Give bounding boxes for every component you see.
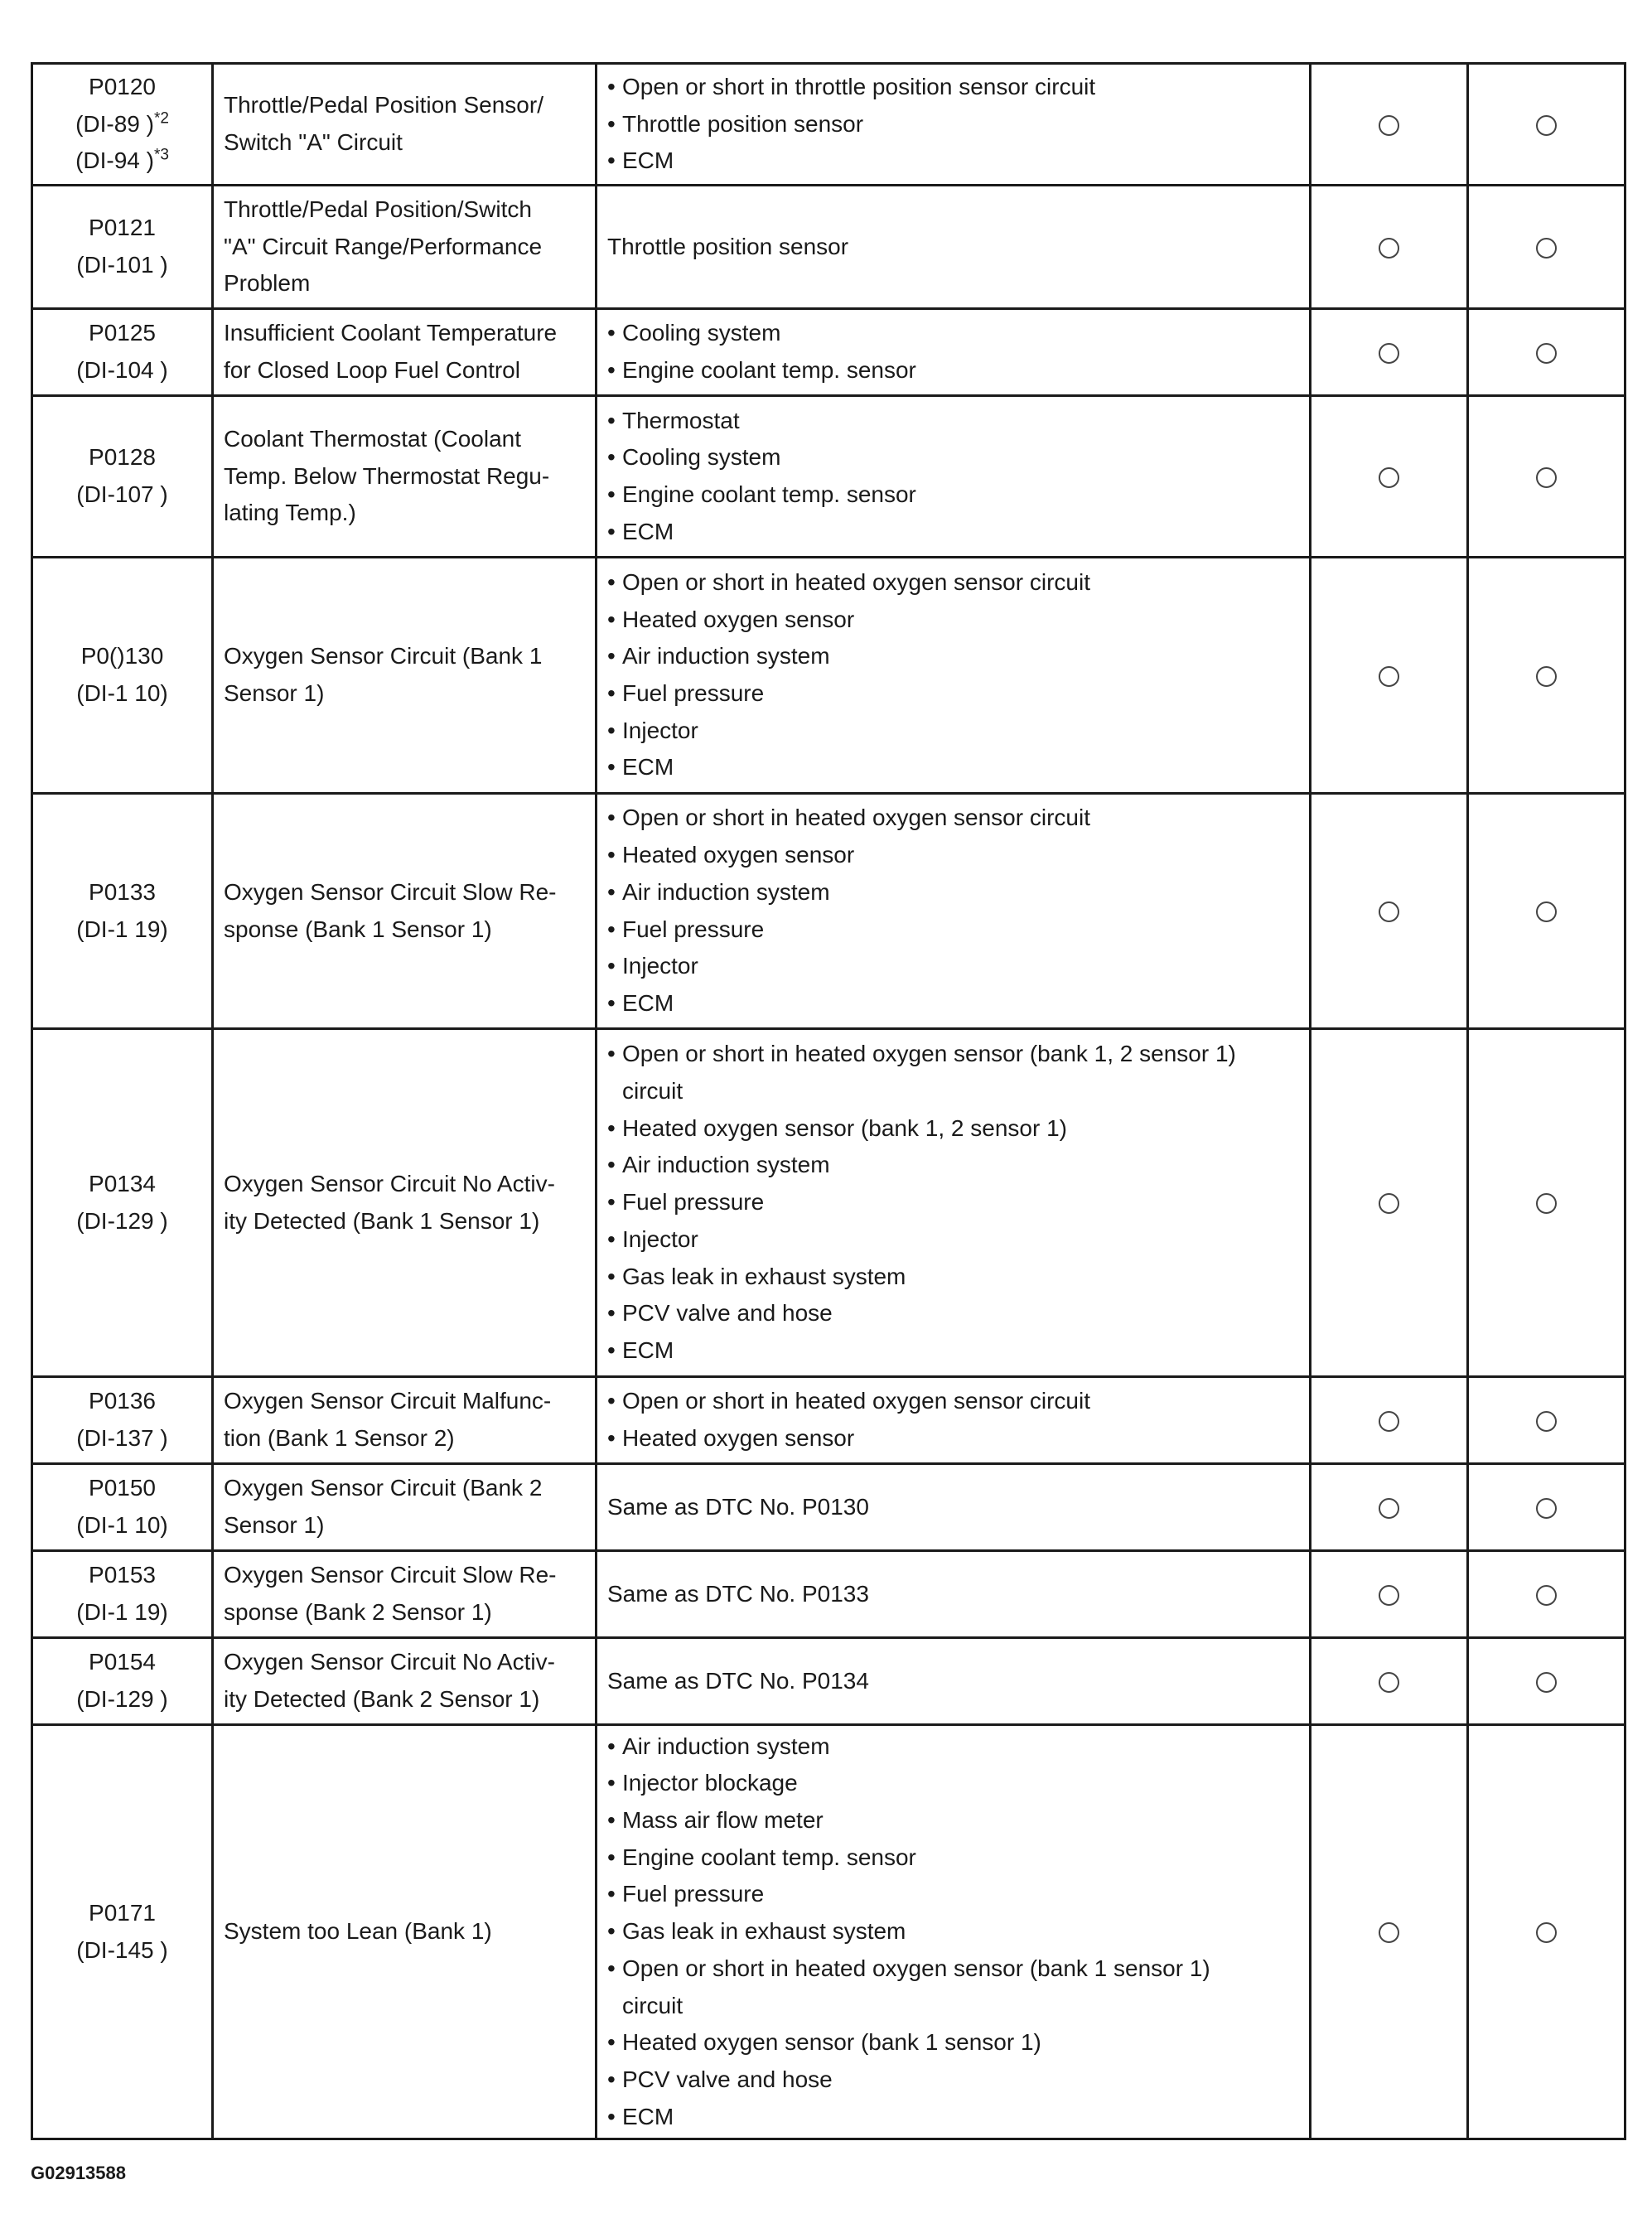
detection-item-cell <box>213 1638 597 1725</box>
trouble-area-item: • Heated oxygen sensor <box>607 837 1297 874</box>
detection-item-cell <box>213 1464 597 1551</box>
trouble-area-cell <box>597 558 1311 794</box>
detection-item-line: Temp. Below Thermostat Regu- <box>224 462 550 489</box>
detection-item-line: Throttle/Pedal Position/Switch <box>224 196 532 222</box>
page-reference-text: (DI-1 10) <box>76 680 168 706</box>
trouble-area-item: • Cooling system <box>607 315 1297 352</box>
dtc-code-cell <box>32 64 213 186</box>
trouble-area-item: • Open or short in heated oxygen sensor circuit <box>607 564 1297 602</box>
detection-item-line: Insufficient Coolant Temperature <box>224 320 558 346</box>
circle-mark-icon <box>1379 1498 1399 1519</box>
mil-indicator-cell <box>1311 558 1468 794</box>
trouble-area-item: • Air induction system <box>607 874 1297 911</box>
trouble-area-item: • Fuel pressure <box>607 1876 1297 1913</box>
memory-indicator-cell <box>1468 1377 1625 1464</box>
detection-item-cell <box>213 794 597 1029</box>
dtc-code-cell <box>32 396 213 558</box>
circle-mark-icon <box>1379 1585 1399 1606</box>
page-reference <box>38 143 206 180</box>
dtc-code: P0125 <box>89 320 156 346</box>
trouble-area-item: • Air induction system <box>607 1147 1297 1184</box>
dtc-code-cell <box>32 558 213 794</box>
memory-indicator-cell <box>1468 1638 1625 1725</box>
detection-item-line: Problem <box>224 270 311 297</box>
circle-mark-icon <box>1536 1672 1557 1693</box>
page-reference-text: (DI-89 ) <box>75 110 154 137</box>
mil-indicator-cell <box>1311 64 1468 186</box>
trouble-area-item: • ECM <box>607 514 1297 551</box>
dtc-code-cell <box>32 309 213 396</box>
trouble-area-cell <box>597 1377 1311 1464</box>
detection-item-line: ity Detected (Bank 1 Sensor 1) <box>224 1207 540 1234</box>
detection-item-line: Oxygen Sensor Circuit Slow Re- <box>224 878 557 905</box>
dtc-code-cell <box>32 1029 213 1377</box>
dtc-code-cell <box>32 1377 213 1464</box>
table-row <box>32 309 1625 396</box>
dtc-code: P0171 <box>89 1899 156 1926</box>
trouble-area-item: • Injector <box>607 713 1297 750</box>
detection-item-line: sponse (Bank 1 Sensor 1) <box>224 916 492 942</box>
memory-indicator-cell <box>1468 1029 1625 1377</box>
trouble-area-list <box>607 1383 1297 1457</box>
dtc-code-cell <box>32 1725 213 2139</box>
page-reference <box>38 1594 206 1631</box>
page-reference <box>38 1203 206 1240</box>
page-reference <box>38 911 206 949</box>
trouble-area-item: • Throttle position sensor <box>607 106 1297 143</box>
detection-item-cell <box>213 64 597 186</box>
dtc-code: P0()130 <box>80 643 164 669</box>
table-row <box>32 1638 1625 1725</box>
trouble-area-text: Throttle position sensor <box>607 233 849 259</box>
figure-id: G02913588 <box>31 2163 126 2183</box>
footnote-marker: *3 <box>153 147 169 165</box>
trouble-area-item: • ECM <box>607 985 1297 1022</box>
detection-item-cell <box>213 558 597 794</box>
mil-indicator-cell <box>1311 794 1468 1029</box>
trouble-area-item: • Thermostat <box>607 403 1297 440</box>
mil-indicator-cell <box>1311 396 1468 558</box>
memory-indicator-cell <box>1468 558 1625 794</box>
table-row <box>32 396 1625 558</box>
mil-indicator-cell <box>1311 1638 1468 1725</box>
memory-indicator-cell <box>1468 1725 1625 2139</box>
trouble-area-item: • Injector <box>607 948 1297 985</box>
trouble-area-item: • Injector blockage <box>607 1765 1297 1802</box>
dtc-code-cell <box>32 1638 213 1725</box>
trouble-area-list <box>607 564 1297 786</box>
trouble-area-item: • Gas leak in exhaust system <box>607 1259 1297 1296</box>
circle-mark-icon <box>1536 1193 1557 1214</box>
page-reference <box>38 106 206 143</box>
page-reference-text: (DI-137 ) <box>76 1425 168 1451</box>
trouble-area-item: • PCV valve and hose <box>607 1295 1297 1332</box>
circle-mark-icon <box>1536 467 1557 488</box>
trouble-area-item: • ECM <box>607 2099 1297 2136</box>
circle-mark-icon <box>1536 238 1557 259</box>
page-reference-text: (DI-94 ) <box>75 147 154 174</box>
page-reference-text: (DI-101 ) <box>76 252 168 278</box>
dtc-code: P0150 <box>89 1475 156 1501</box>
circle-mark-icon <box>1536 901 1557 922</box>
detection-item-line: System too Lean (Bank 1) <box>224 1918 492 1945</box>
trouble-area-item: • ECM <box>607 143 1297 180</box>
trouble-area-item: • Engine coolant temp. sensor <box>607 1839 1297 1877</box>
page-reference <box>38 1420 206 1457</box>
trouble-area-item: • ECM <box>607 1332 1297 1370</box>
trouble-area-item: • Heated oxygen sensor <box>607 602 1297 639</box>
detection-item-line: Oxygen Sensor Circuit No Activ- <box>224 1649 555 1675</box>
detection-item-line: "A" Circuit Range/Performance <box>224 233 543 259</box>
page-reference <box>38 675 206 713</box>
memory-indicator-cell <box>1468 1464 1625 1551</box>
trouble-area-cell <box>597 1725 1311 2139</box>
detection-item-cell <box>213 186 597 309</box>
trouble-area-item: • Heated oxygen sensor (bank 1, 2 sensor 1) <box>607 1110 1297 1148</box>
circle-mark-icon <box>1536 1922 1557 1943</box>
dtc-table-body <box>32 64 1625 2139</box>
circle-mark-icon <box>1379 1193 1399 1214</box>
page-reference-text: (DI-1 19) <box>76 916 168 942</box>
table-row <box>32 1551 1625 1638</box>
table-row <box>32 558 1625 794</box>
memory-indicator-cell <box>1468 309 1625 396</box>
table-row <box>32 794 1625 1029</box>
page-reference <box>38 1681 206 1718</box>
detection-item-cell <box>213 309 597 396</box>
detection-item-line: for Closed Loop Fuel Control <box>224 357 520 383</box>
dtc-code: P0134 <box>89 1170 156 1196</box>
circle-mark-icon <box>1536 1411 1557 1432</box>
circle-mark-icon <box>1379 1672 1399 1693</box>
table-row <box>32 1377 1625 1464</box>
dtc-code: P0136 <box>89 1388 156 1414</box>
detection-item-cell <box>213 1029 597 1377</box>
mil-indicator-cell <box>1311 1029 1468 1377</box>
trouble-area-item: • Heated oxygen sensor (bank 1 sensor 1) <box>607 2024 1297 2061</box>
trouble-area-list <box>607 800 1297 1022</box>
circle-mark-icon <box>1536 343 1557 364</box>
dtc-code-cell <box>32 1464 213 1551</box>
table-row <box>32 1464 1625 1551</box>
page-reference <box>38 476 206 514</box>
trouble-area-item: • Fuel pressure <box>607 675 1297 713</box>
circle-mark-icon <box>1379 901 1399 922</box>
page-reference <box>38 1932 206 1970</box>
circle-mark-icon <box>1536 115 1557 136</box>
trouble-area-text: Same as DTC No. P0133 <box>607 1580 869 1607</box>
page-reference-text: (DI-104 ) <box>76 357 168 383</box>
table-row <box>32 1725 1625 2139</box>
dtc-table <box>31 62 1626 2140</box>
table-row <box>32 186 1625 309</box>
detection-item-line: sponse (Bank 2 Sensor 1) <box>224 1599 492 1625</box>
detection-item-line: Throttle/Pedal Position Sensor/ <box>224 92 543 118</box>
trouble-area-text: Same as DTC No. P0134 <box>607 1667 869 1694</box>
trouble-area-item: • Engine coolant temp. sensor <box>607 476 1297 514</box>
trouble-area-item: • Open or short in heated oxygen sensor circuit <box>607 1383 1297 1420</box>
circle-mark-icon <box>1379 1922 1399 1943</box>
detection-item-cell <box>213 1551 597 1638</box>
trouble-area-item: • Open or short in heated oxygen sensor (bank 1, 2 sensor 1) circuit <box>607 1036 1297 1109</box>
mil-indicator-cell <box>1311 309 1468 396</box>
circle-mark-icon <box>1379 238 1399 259</box>
page-reference <box>38 1507 206 1544</box>
footnote-marker: *2 <box>153 109 169 128</box>
trouble-area-item: • Heated oxygen sensor <box>607 1420 1297 1457</box>
dtc-code-cell <box>32 794 213 1029</box>
detection-item-line: Oxygen Sensor Circuit No Activ- <box>224 1170 555 1196</box>
mil-indicator-cell <box>1311 1464 1468 1551</box>
memory-indicator-cell <box>1468 186 1625 309</box>
dtc-code-cell <box>32 186 213 309</box>
trouble-area-item: • Cooling system <box>607 439 1297 476</box>
detection-item-cell <box>213 396 597 558</box>
circle-mark-icon <box>1536 1498 1557 1519</box>
detection-item-line: Oxygen Sensor Circuit (Bank 1 <box>224 643 543 669</box>
detection-item-line: ity Detected (Bank 2 Sensor 1) <box>224 1686 540 1712</box>
trouble-area-item: • Injector <box>607 1221 1297 1259</box>
page-reference <box>38 247 206 284</box>
memory-indicator-cell <box>1468 794 1625 1029</box>
page-reference-text: (DI-1 19) <box>76 1599 168 1625</box>
circle-mark-icon <box>1536 666 1557 687</box>
page-reference-text: (DI-129 ) <box>76 1207 168 1234</box>
dtc-code: P0121 <box>89 215 156 241</box>
detection-item-cell <box>213 1725 597 2139</box>
detection-item-line: Sensor 1) <box>224 680 325 706</box>
trouble-area-item: • Gas leak in exhaust system <box>607 1913 1297 1950</box>
detection-item-cell <box>213 1377 597 1464</box>
table-row <box>32 1029 1625 1377</box>
trouble-area-cell <box>597 309 1311 396</box>
dtc-code: P0133 <box>89 878 156 905</box>
mil-indicator-cell <box>1311 186 1468 309</box>
trouble-area-cell <box>597 64 1311 186</box>
trouble-area-list <box>607 403 1297 551</box>
memory-indicator-cell <box>1468 396 1625 558</box>
trouble-area-item: • Air induction system <box>607 1728 1297 1766</box>
detection-item-line: lating Temp.) <box>224 500 356 526</box>
page-reference <box>38 352 206 389</box>
trouble-area-item: • Open or short in heated oxygen sensor (bank 1 sensor 1) circuit <box>607 1950 1297 2024</box>
trouble-area-cell <box>597 794 1311 1029</box>
circle-mark-icon <box>1379 467 1399 488</box>
trouble-area-text: Same as DTC No. P0130 <box>607 1493 869 1520</box>
trouble-area-item: • Air induction system <box>607 638 1297 675</box>
trouble-area-list <box>607 315 1297 389</box>
mil-indicator-cell <box>1311 1725 1468 2139</box>
trouble-area-list <box>607 1036 1297 1369</box>
trouble-area-cell <box>597 396 1311 558</box>
mil-indicator-cell <box>1311 1551 1468 1638</box>
trouble-area-cell <box>597 1029 1311 1377</box>
circle-mark-icon <box>1379 115 1399 136</box>
trouble-area-cell <box>597 1638 1311 1725</box>
trouble-area-item: • Engine coolant temp. sensor <box>607 352 1297 389</box>
circle-mark-icon <box>1379 1411 1399 1432</box>
detection-item-line: Sensor 1) <box>224 1512 325 1538</box>
trouble-area-list <box>607 1728 1297 2136</box>
dtc-code: P0128 <box>89 444 156 471</box>
trouble-area-item: • Fuel pressure <box>607 911 1297 949</box>
page-reference-text: (DI-107 ) <box>76 481 168 507</box>
trouble-area-cell <box>597 1464 1311 1551</box>
trouble-area-item: • Mass air flow meter <box>607 1802 1297 1839</box>
circle-mark-icon <box>1536 1585 1557 1606</box>
trouble-area-cell <box>597 186 1311 309</box>
detection-item-line: Oxygen Sensor Circuit (Bank 2 <box>224 1475 543 1501</box>
page-reference-text: (DI-145 ) <box>76 1936 168 1963</box>
detection-item-line: Coolant Thermostat (Coolant <box>224 425 521 452</box>
table-row <box>32 64 1625 186</box>
page-reference-text: (DI-129 ) <box>76 1686 168 1712</box>
dtc-code-cell <box>32 1551 213 1638</box>
trouble-area-list <box>607 69 1297 180</box>
memory-indicator-cell <box>1468 1551 1625 1638</box>
page-reference-text: (DI-1 10) <box>76 1512 168 1538</box>
trouble-area-item: • PCV valve and hose <box>607 2061 1297 2099</box>
memory-indicator-cell <box>1468 64 1625 186</box>
detection-item-line: Oxygen Sensor Circuit Malfunc- <box>224 1388 552 1414</box>
detection-item-line: Oxygen Sensor Circuit Slow Re- <box>224 1562 557 1588</box>
trouble-area-item: • Fuel pressure <box>607 1184 1297 1221</box>
mil-indicator-cell <box>1311 1377 1468 1464</box>
trouble-area-item: • Open or short in throttle position sensor circuit <box>607 69 1297 106</box>
dtc-code: P0153 <box>89 1562 156 1588</box>
trouble-area-item: • ECM <box>607 749 1297 786</box>
circle-mark-icon <box>1379 666 1399 687</box>
trouble-area-cell <box>597 1551 1311 1638</box>
detection-item-line: tion (Bank 1 Sensor 2) <box>224 1425 455 1451</box>
dtc-code: P0154 <box>89 1649 156 1675</box>
detection-item-line: Switch "A" Circuit <box>224 129 403 155</box>
circle-mark-icon <box>1379 343 1399 364</box>
dtc-code: P0120 <box>89 73 156 99</box>
trouble-area-item: • Open or short in heated oxygen sensor circuit <box>607 800 1297 837</box>
